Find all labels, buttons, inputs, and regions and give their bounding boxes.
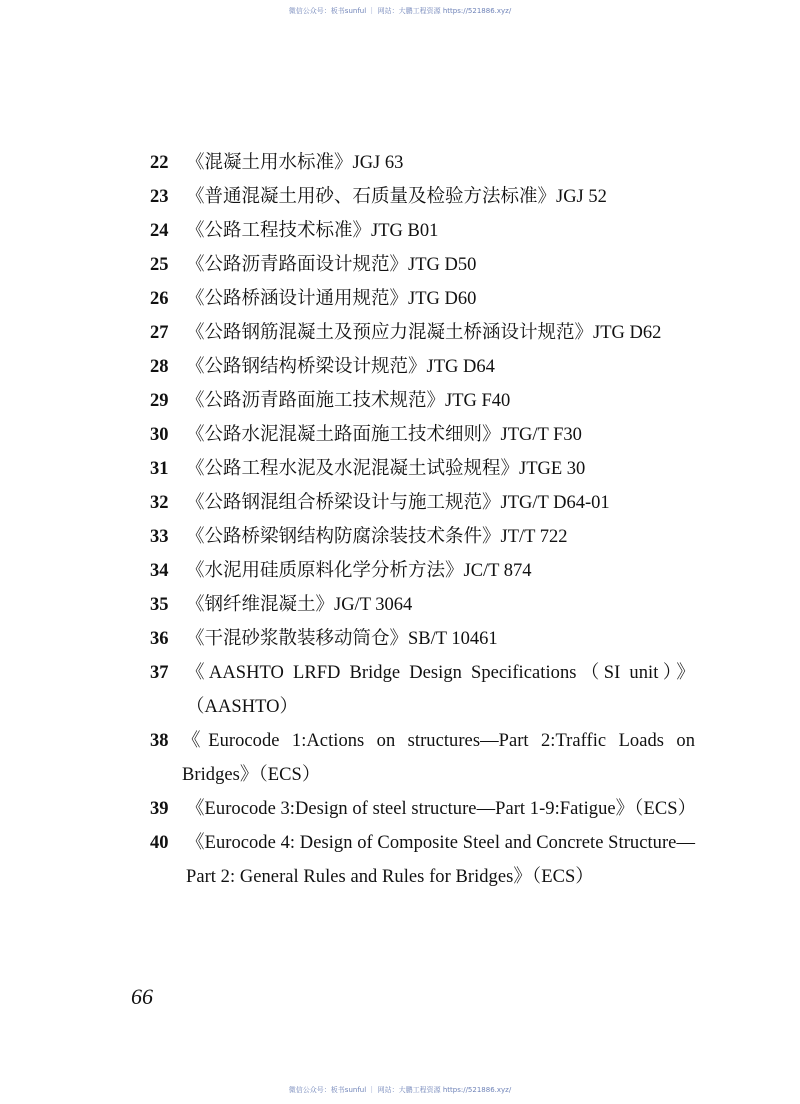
reference-text: 《公路钢筋混凝土及预应力混凝土桥涵设计规范》JTG D62: [186, 323, 662, 343]
reference-text: 《公路水泥混凝土路面施工技术细则》JTG/T F30: [186, 425, 582, 445]
reference-number: 28: [150, 357, 169, 377]
reference-number: 25: [150, 255, 169, 275]
reference-number: 39: [150, 799, 169, 819]
reference-item-37: [150, 656, 695, 724]
watermark-bottom: 微信公众号：板书sunful ｜ 网站：大鹏工程资源 https://521886.xyz/: [288, 1086, 512, 1094]
reference-item-36: [150, 622, 695, 656]
reference-text: 《公路沥青路面施工技术规范》JTG F40: [186, 391, 511, 411]
reference-item-38: [150, 724, 695, 792]
reference-text: 《公路沥青路面设计规范》JTG D50: [186, 255, 477, 275]
reference-text: 《干混砂浆散装移动筒仓》SB/T 10461: [186, 629, 498, 649]
reference-item-35: [150, 588, 695, 622]
reference-item-34: [150, 554, 695, 588]
reference-text: 《钢纤维混凝土》JG/T 3064: [186, 595, 413, 615]
reference-item-30: [150, 418, 695, 452]
reference-text: 《公路钢混组合桥梁设计与施工规范》JTG/T D64-01: [186, 493, 610, 513]
reference-number: 36: [150, 629, 169, 649]
reference-number: 22: [150, 153, 169, 173]
reference-text: 《AASHTO LRFD Bridge Design Specifications（SI unit）》（AASHTO）: [186, 663, 695, 717]
reference-number: 26: [150, 289, 169, 309]
reference-number: 23: [150, 187, 169, 207]
reference-item-39: [150, 792, 695, 826]
reference-text: 《Eurocode 1:Actions on structures—Part 2:Traffic Loads on Bridges》（ECS）: [182, 731, 695, 785]
reference-item-40: [150, 826, 695, 894]
reference-number: 40: [150, 833, 169, 853]
reference-text: 《公路桥涵设计通用规范》JTG D60: [186, 289, 477, 309]
reference-item-29: [150, 384, 695, 418]
reference-text: 《公路桥梁钢结构防腐涂装技术条件》JT/T 722: [186, 527, 568, 547]
reference-number: 31: [150, 459, 169, 479]
reference-text: 《公路工程技术标准》JTG B01: [186, 221, 439, 241]
reference-item-22: [150, 146, 695, 180]
page-number: 66: [131, 984, 153, 1009]
reference-item-25: [150, 248, 695, 282]
reference-number: 37: [150, 663, 169, 683]
reference-list: [150, 146, 695, 894]
reference-number: 30: [150, 425, 169, 445]
reference-number: 32: [150, 493, 169, 513]
reference-text: 《Eurocode 3:Design of steel structure—Part 1-9:Fatigue》（ECS）: [186, 799, 697, 819]
reference-item-33: [150, 520, 695, 554]
reference-text: 《水泥用硅质原料化学分析方法》JC/T 874: [186, 561, 532, 581]
reference-item-32: [150, 486, 695, 520]
reference-number: 35: [150, 595, 169, 615]
reference-item-24: [150, 214, 695, 248]
reference-item-23: [150, 180, 695, 214]
reference-number: 29: [150, 391, 169, 411]
reference-number: 27: [150, 323, 169, 343]
reference-number: 33: [150, 527, 169, 547]
reference-text: 《普通混凝土用砂、石质量及检验方法标准》JGJ 52: [186, 187, 607, 207]
reference-text: 《混凝土用水标准》JGJ 63: [186, 153, 404, 173]
reference-item-27: [150, 316, 695, 350]
watermark-top: 微信公众号：板书sunful ｜ 网站：大鹏工程资源 https://521886.xyz/: [288, 7, 512, 15]
reference-text: 《Eurocode 4: Design of Composite Steel and Concrete Structure—Part 2: General Rules and Rules for Bridges》（ECS）: [186, 833, 695, 887]
reference-item-26: [150, 282, 695, 316]
reference-number: 38: [150, 731, 169, 751]
reference-number: 24: [150, 221, 169, 241]
reference-number: 34: [150, 561, 169, 581]
reference-text: 《公路钢结构桥梁设计规范》JTG D64: [186, 357, 495, 377]
reference-item-31: [150, 452, 695, 486]
reference-item-28: [150, 350, 695, 384]
reference-text: 《公路工程水泥及水泥混凝土试验规程》JTGE 30: [186, 459, 586, 479]
